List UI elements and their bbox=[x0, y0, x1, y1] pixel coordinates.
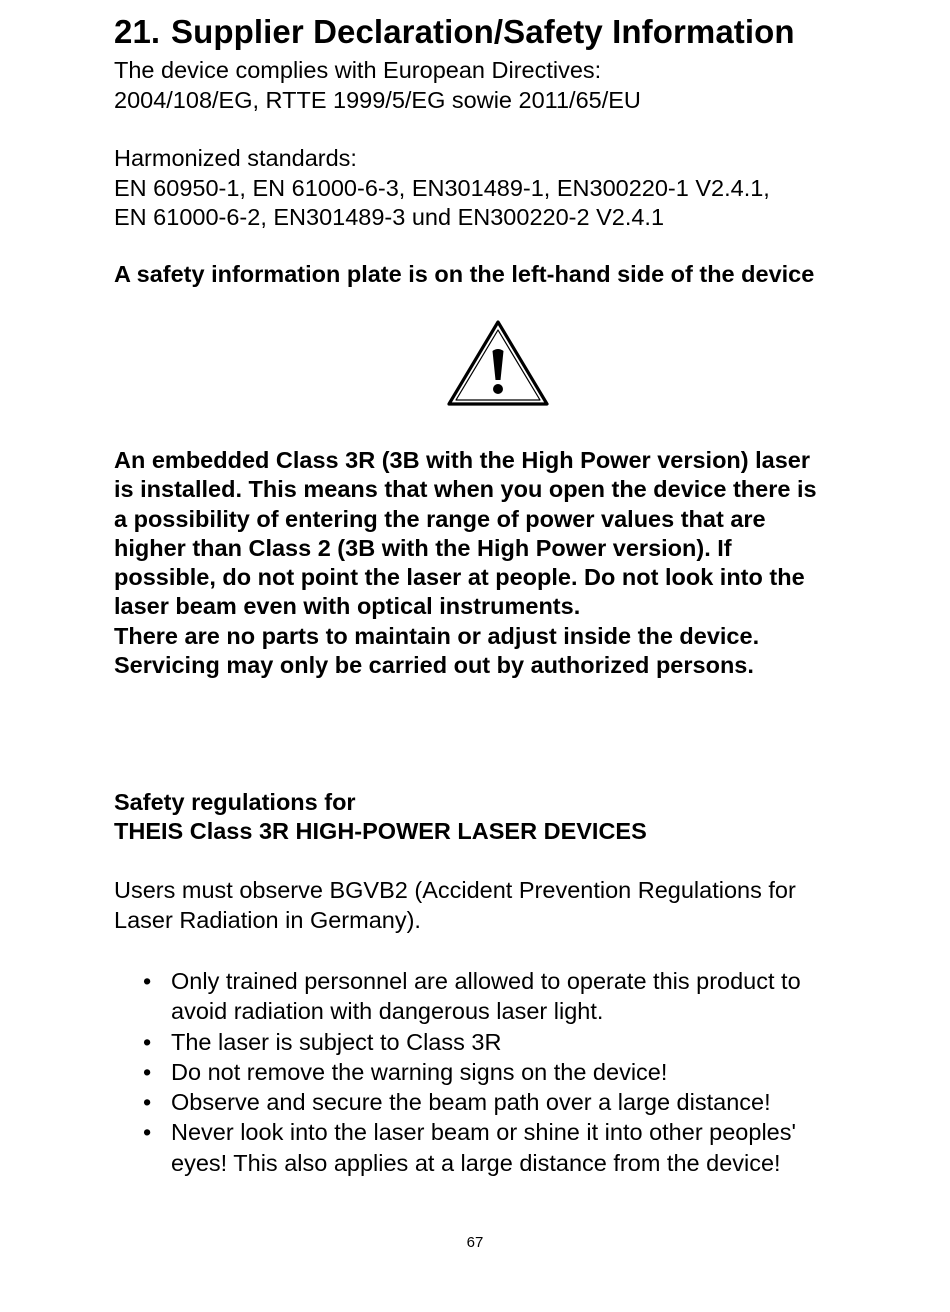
laser-warning-line: There are no parts to maintain or adjust inside the device. bbox=[114, 622, 760, 649]
list-item bbox=[114, 1057, 801, 1087]
warning-triangle-icon bbox=[445, 318, 551, 408]
laser-warning-line: laser beam even with optical instruments. bbox=[114, 593, 581, 620]
bullet-icon: • bbox=[143, 1089, 152, 1116]
bullet-icon: • bbox=[143, 1119, 152, 1146]
plate-notice: A safety information plate is on the left-hand side of the device bbox=[114, 261, 815, 287]
laser-warning-block bbox=[114, 446, 817, 680]
laser-warning-line: possible, do not point the laser at people. Do not look into the bbox=[114, 564, 805, 591]
regulations-intro bbox=[114, 876, 796, 935]
list-item-line: The laser is subject to Class 3R bbox=[171, 1028, 502, 1055]
regulations-heading-line: THEIS Class 3R HIGH-POWER LASER DEVICES bbox=[114, 818, 647, 845]
compliance-paragraph bbox=[114, 56, 641, 115]
list-item-line: avoid radiation with dangerous laser light. bbox=[171, 998, 604, 1025]
laser-warning-line: a possibility of entering the range of power values that are bbox=[114, 505, 766, 532]
standards-paragraph bbox=[114, 144, 770, 233]
bullet-icon: • bbox=[143, 968, 152, 994]
regulations-intro-line: Laser Radiation in Germany). bbox=[114, 906, 421, 933]
section-title: Supplier Declaration/Safety Information bbox=[171, 13, 795, 50]
regulations-intro-line: Users must observe BGVB2 (Accident Prevention Regulations for bbox=[114, 877, 796, 903]
laser-warning-line: higher than Class 2 (3B with the High Power version). If bbox=[114, 534, 732, 561]
list-item bbox=[114, 1087, 801, 1117]
bullet-icon: • bbox=[143, 1058, 152, 1085]
laser-warning-line: is installed. This means that when you open the device there is bbox=[114, 476, 817, 503]
laser-warning-line: An embedded Class 3R (3B with the High Power version) laser bbox=[114, 447, 811, 473]
list-item-line: Observe and secure the beam path over a large distance! bbox=[171, 1089, 771, 1116]
section-heading bbox=[114, 13, 795, 51]
standards-line: EN 61000-6-2, EN301489-3 und EN300220-2 V2.4.1 bbox=[114, 204, 665, 230]
page-number: 67 bbox=[466, 1234, 484, 1251]
standards-line: Harmonized standards: bbox=[114, 145, 357, 171]
list-item bbox=[114, 1117, 801, 1178]
standards-line: EN 60950-1, EN 61000-6-3, EN301489-1, EN300220-1 V2.4.1, bbox=[114, 174, 770, 201]
list-item-line: Only trained personnel are allowed to operate this product to bbox=[171, 968, 801, 994]
list-item-line: Do not remove the warning signs on the device! bbox=[171, 1058, 668, 1085]
list-item-line: eyes! This also applies at a large distance from the device! bbox=[171, 1149, 781, 1176]
regulations-heading-line: Safety regulations for bbox=[114, 789, 356, 815]
list-item bbox=[114, 1027, 801, 1057]
bullet-icon: • bbox=[143, 1028, 152, 1055]
laser-warning-line: Servicing may only be carried out by authorized persons. bbox=[114, 652, 754, 679]
section-number: 21. bbox=[114, 13, 161, 50]
regulations-heading bbox=[114, 788, 647, 847]
list-item-line: Never look into the laser beam or shine it into other peoples' bbox=[171, 1119, 796, 1146]
regulations-list bbox=[114, 966, 801, 1178]
list-item bbox=[114, 966, 801, 1027]
compliance-line: 2004/108/EG, RTTE 1999/5/EG sowie 2011/65/EU bbox=[114, 86, 641, 113]
compliance-line: The device complies with European Directives: bbox=[114, 57, 602, 83]
